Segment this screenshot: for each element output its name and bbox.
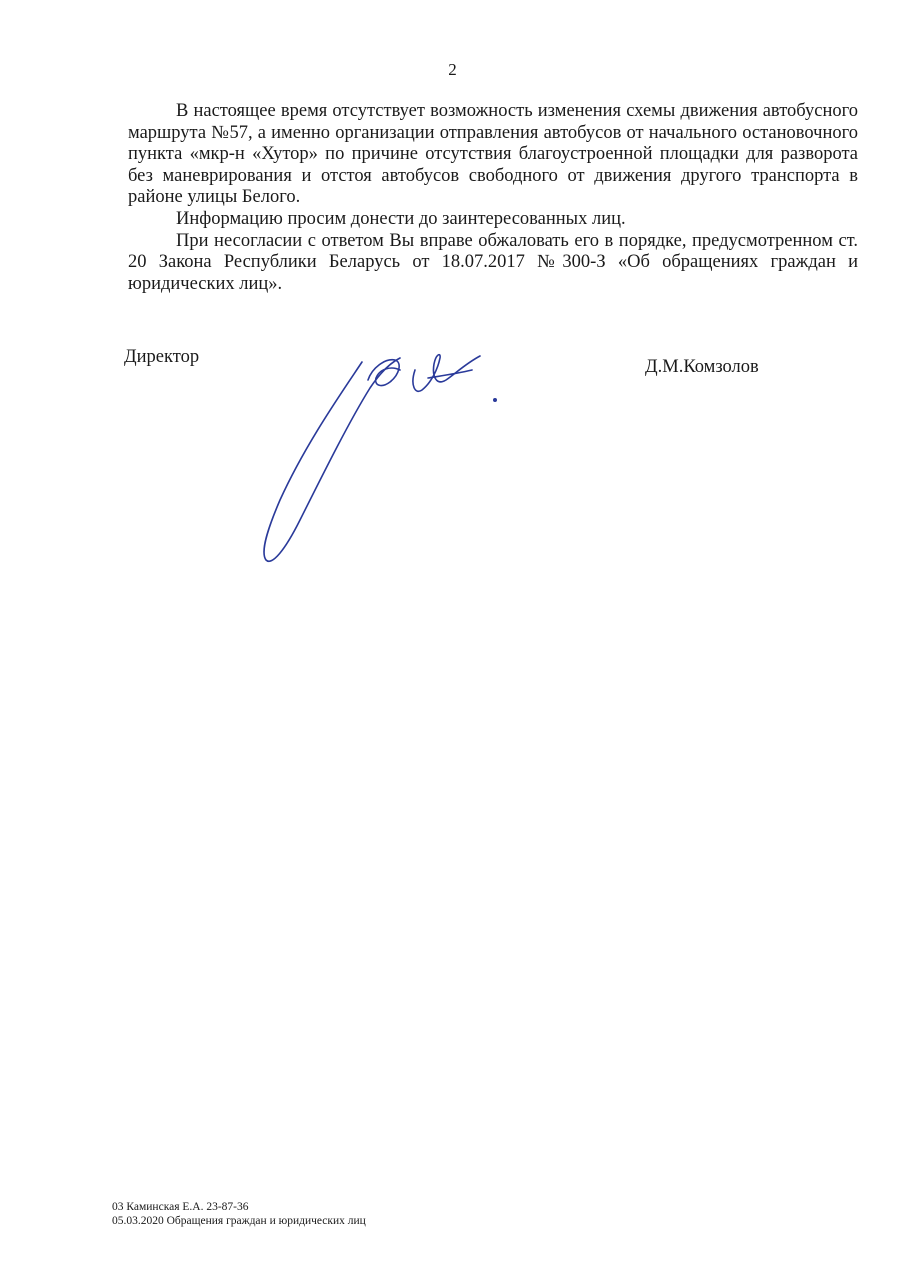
handwritten-signature <box>250 340 510 570</box>
paragraph-request: Информацию просим донести до заинтересованных лиц. <box>176 208 626 229</box>
paragraph-route-change: В настоящее время отсутствует возможность изменения схемы движения автобусного маршрута №57, а именно организации отправления автобусов от начального остановочного пункта «мкр-н «Хутор» по причине отсутствия благоустроенной площадки для разворота без маневрирования и отстоя автобусов свободного от движения другого транспорта в районе улицы Белого. <box>128 101 858 208</box>
paragraph-appeal: При несогласии с ответом Вы вправе обжаловать его в порядке, предусмотренном ст. 20 Закона Республики Беларусь от 18.07.2017 №300-З «Об обращениях граждан и юридических лиц». <box>128 230 858 294</box>
footer-executor: 03 Каминская Е.А. 23-87-36 <box>112 1201 249 1213</box>
signatory-name: Д.М.Комзолов <box>645 357 759 377</box>
letter-body <box>128 101 858 295</box>
page-number: 2 <box>448 60 457 79</box>
footer <box>112 1200 366 1228</box>
footer-reference: 05.03.2020 Обращения граждан и юридических лиц <box>112 1215 366 1227</box>
signatory-title: Директор <box>124 347 200 367</box>
